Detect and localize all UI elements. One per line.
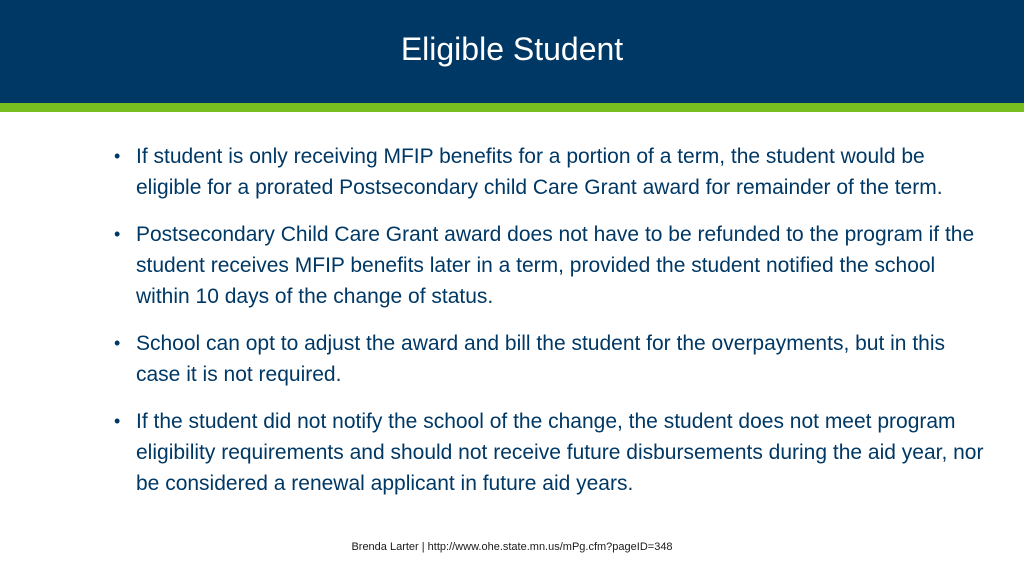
footer-credit: Brenda Larter | http://www.ohe.state.mn.us/mPg.cfm?pageID=348	[351, 541, 673, 553]
bullet-item	[110, 141, 990, 203]
bullet-icon: •	[114, 224, 121, 244]
bullet-icon: •	[114, 411, 121, 431]
bullet-item	[110, 328, 990, 390]
bullet-text: If the student did not notify the school of the change, the student does not meet program eligibility requirements and should not receive future disbursements during the aid year, nor be considered a renewal applicant in future aid years.	[136, 410, 984, 495]
bullet-item	[110, 219, 990, 312]
title-banner	[0, 0, 1024, 103]
bullet-list	[110, 141, 990, 515]
bullet-icon: •	[114, 333, 121, 353]
bullet-icon: •	[114, 146, 121, 166]
bullet-text: If student is only receiving MFIP benefits for a portion of a term, the student would be eligible for a prorated Postsecondary child Care Grant award for remainder of the term.	[136, 145, 943, 199]
slide-title: Eligible Student	[400, 30, 624, 67]
bullet-text: School can opt to adjust the award and bill the student for the overpayments, but in this case it is not required.	[136, 332, 945, 386]
accent-divider	[0, 103, 1024, 112]
bullet-text: Postsecondary Child Care Grant award does not have to be refunded to the program if the student receives MFIP benefits later in a term, provided the student notified the school within 10 days of the change of status.	[136, 223, 975, 308]
bullet-item	[110, 406, 990, 499]
